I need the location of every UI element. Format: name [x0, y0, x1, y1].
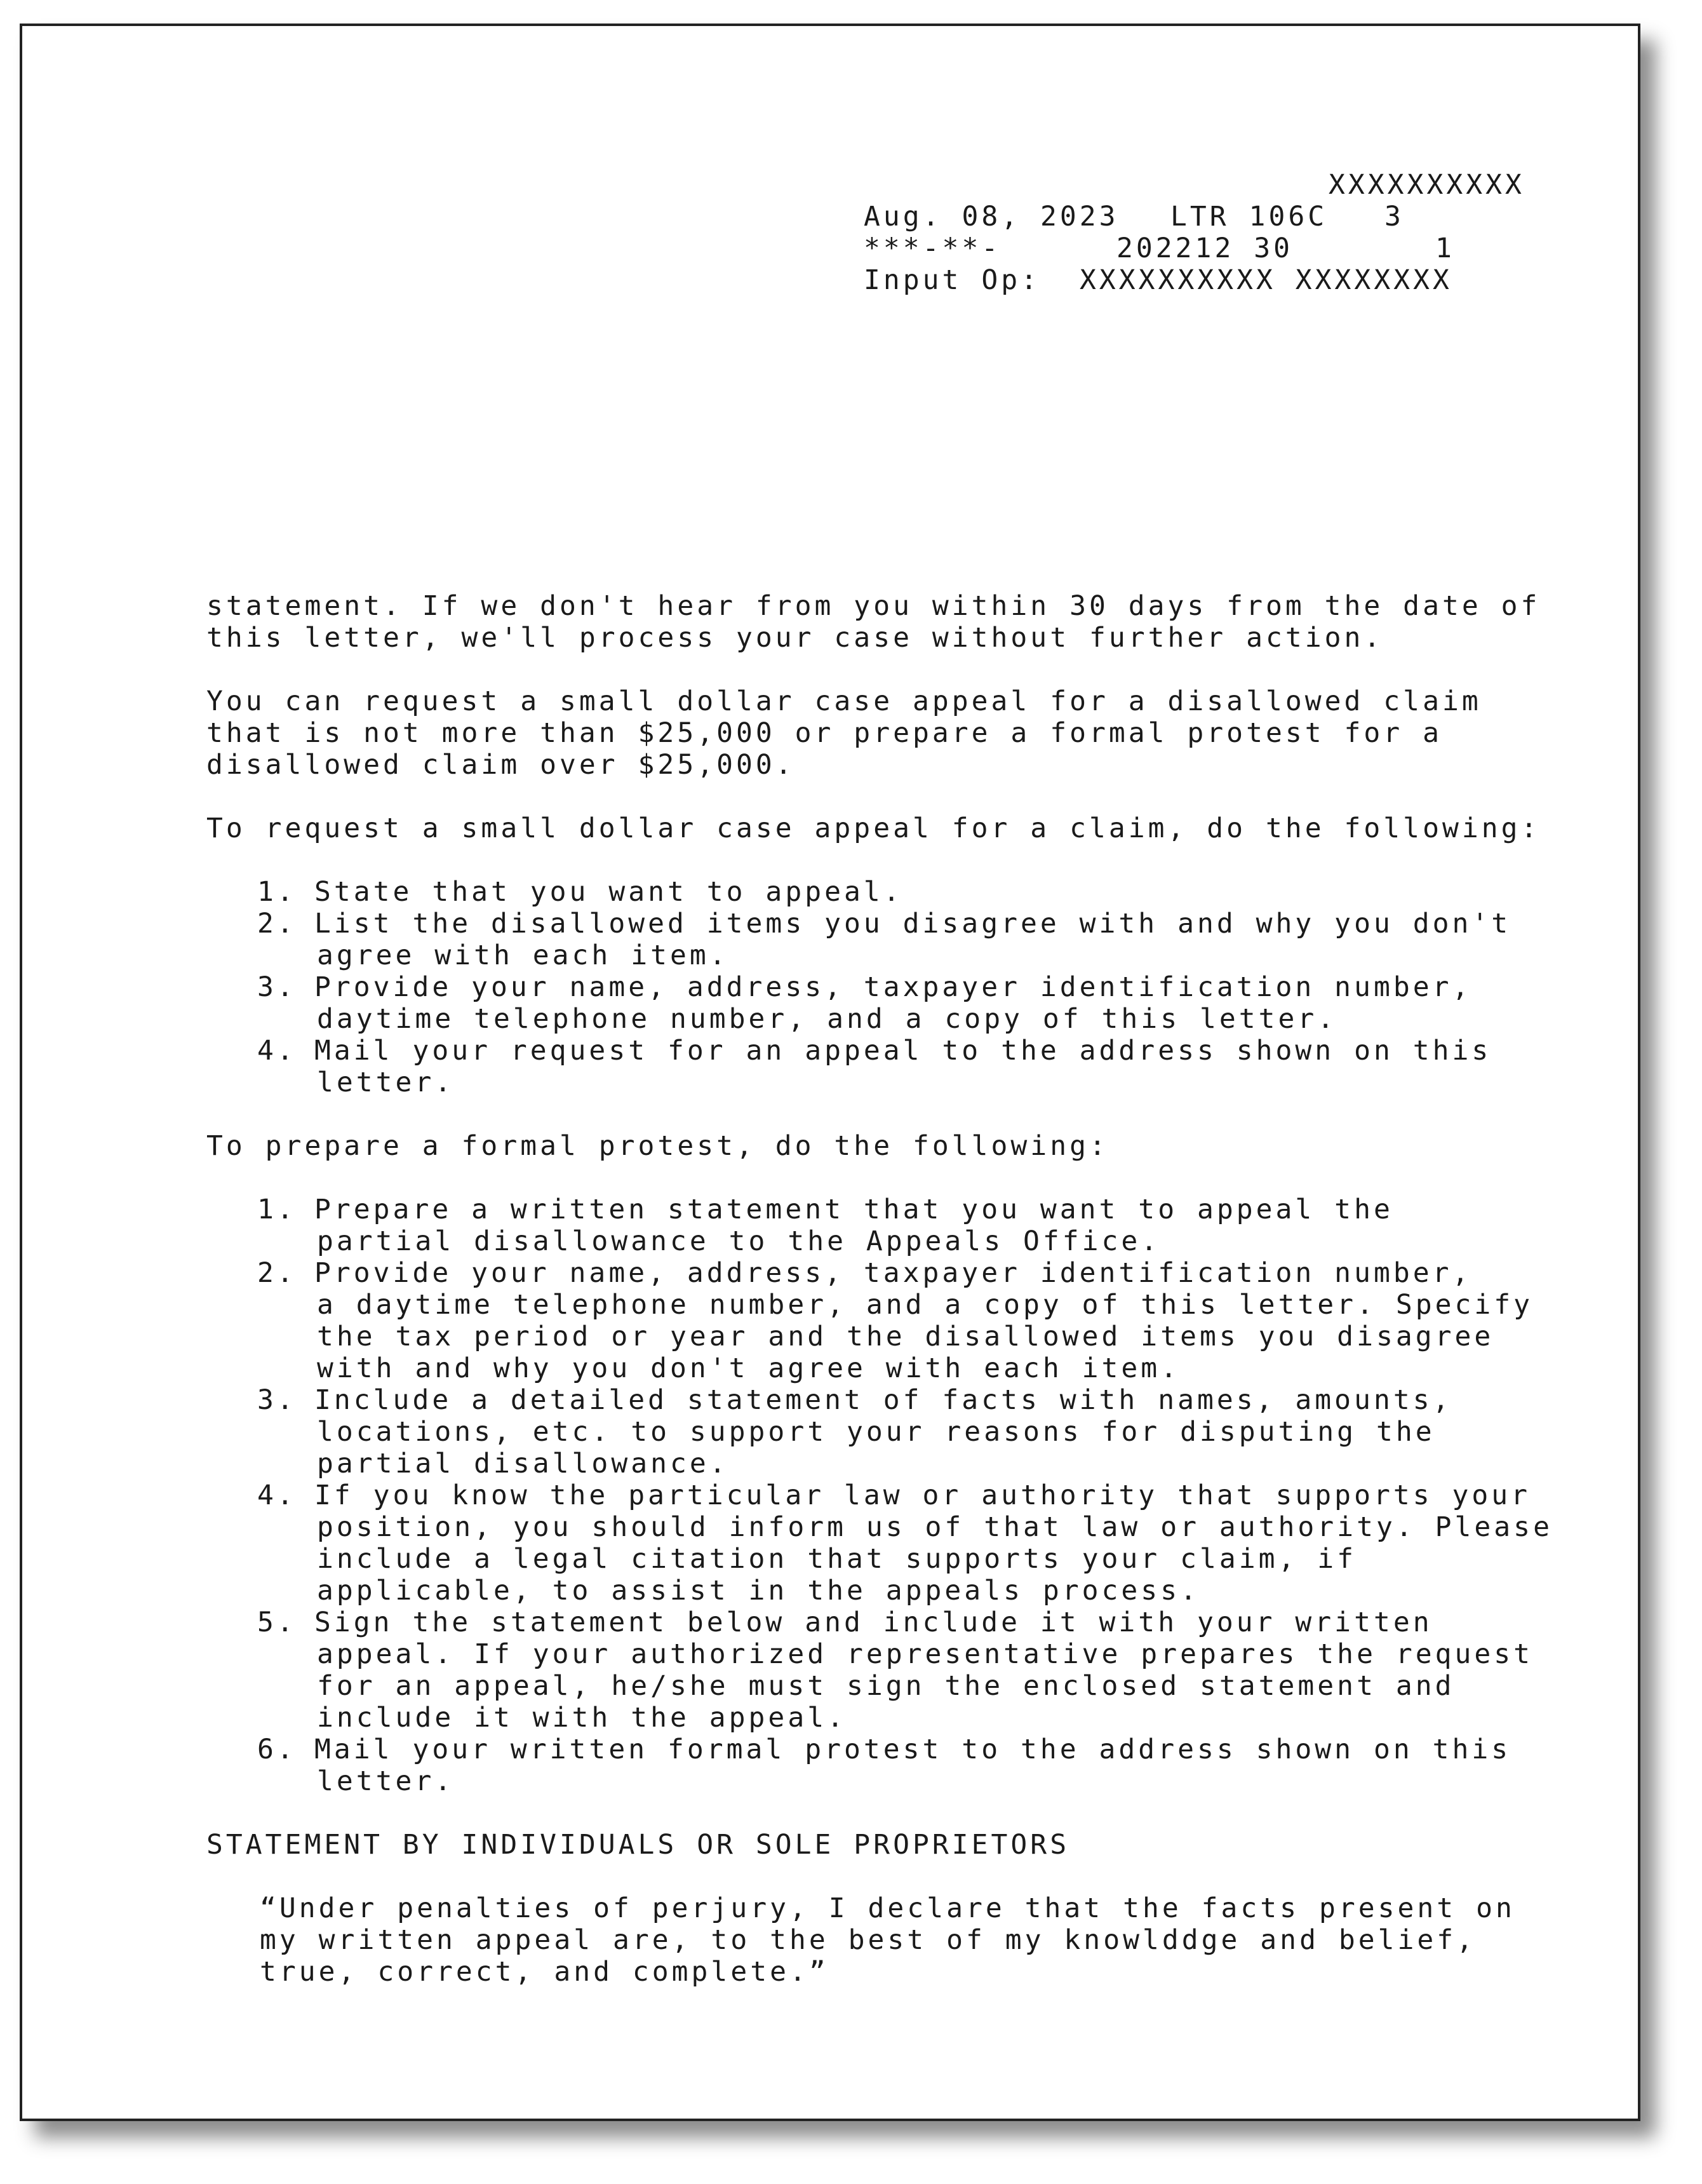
header-input-op-label: Input Op: [864, 264, 1040, 296]
formal-step [257, 1384, 1452, 1416]
letter-page [20, 24, 1640, 2121]
header-date: Aug. 08, 2023 [864, 201, 1119, 233]
step-text-continued: locations, etc. to support your reasons for disputing the [317, 1416, 1435, 1448]
step-number: 3. [257, 1384, 297, 1416]
step-text-continued: letter. [317, 1765, 455, 1797]
header-id-masked: XXXXXXXXXX [1329, 169, 1525, 201]
formal-step [257, 1734, 1511, 1765]
small-case-step [257, 971, 1471, 1003]
intro-line: statement. If we don't hear from you within 30 days from the date of [206, 590, 1541, 622]
header-tax-period: 202212 30 [1116, 233, 1293, 264]
step-number: 3. [257, 971, 297, 1003]
step-number: 1. [257, 1194, 297, 1225]
step-text-continued: appeal. If your authorized representative prepares the request [317, 1638, 1534, 1670]
step-text-continued: include a legal citation that supports your claim, if [317, 1543, 1357, 1575]
step-number: 5. [257, 1607, 297, 1638]
step-text-continued: include it with the appeal. [317, 1702, 847, 1734]
step-text-continued: a daytime telephone number, and a copy of this letter. Specify [317, 1289, 1534, 1321]
step-text: State that you want to appeal. [314, 876, 903, 908]
step-text: Provide your name, address, taxpayer identification number, [314, 1257, 1472, 1289]
intro-line: this letter, we'll process your case without further action. [206, 622, 1384, 654]
small-case-step [257, 908, 1511, 940]
step-number: 6. [257, 1734, 297, 1765]
step-text-continued: daytime telephone number, and a copy of this letter. [317, 1003, 1337, 1035]
header-letter-number: 3 [1384, 201, 1404, 233]
step-text-continued: position, you should inform us of that law or authority. Please [317, 1511, 1553, 1543]
step-text: If you know the particular law or authority that supports your [314, 1480, 1531, 1511]
paragraph-line: that is not more than $25,000 or prepare a formal protest for a [206, 717, 1442, 749]
formal-step [257, 1194, 1393, 1225]
step-number: 2. [257, 908, 297, 940]
step-text: Provide your name, address, taxpayer identification number, [314, 971, 1472, 1003]
step-text-continued: letter. [317, 1067, 455, 1098]
step-text-continued: partial disallowance to the Appeals Office. [317, 1225, 1161, 1257]
step-text-continued: agree with each item. [317, 940, 729, 971]
step-text: List the disallowed items you disagree with and why you don't [314, 908, 1511, 940]
step-text: Prepare a written statement that you want to appeal the [314, 1194, 1393, 1225]
step-text: Mail your request for an appeal to the address shown on this [314, 1035, 1492, 1067]
paragraph-line: disallowed claim over $25,000. [206, 749, 795, 781]
step-text-continued: for an appeal, he/she must sign the enclosed statement and [317, 1670, 1455, 1702]
step-number: 2. [257, 1257, 297, 1289]
step-number: 4. [257, 1035, 297, 1067]
step-number: 1. [257, 876, 297, 908]
step-text: Sign the statement below and include it with your written [314, 1607, 1433, 1638]
step-text-continued: the tax period or year and the disallowed items you disagree [317, 1321, 1494, 1352]
paragraph-line: You can request a small dollar case appeal for a disallowed claim [206, 685, 1482, 717]
formal-step [257, 1257, 1471, 1289]
header-page-number: 1 [1435, 233, 1455, 264]
small-case-step [257, 876, 903, 908]
statement-quote-line: “Under penalties of perjury, I declare that the facts present on [260, 1892, 1515, 1924]
statement-quote-line: true, correct, and complete.” [260, 1956, 829, 1988]
formal-step [257, 1607, 1433, 1638]
step-text-continued: applicable, to assist in the appeals process. [317, 1575, 1200, 1607]
step-text-continued: with and why you don't agree with each item. [317, 1352, 1181, 1384]
formal-step [257, 1480, 1531, 1511]
step-number: 4. [257, 1480, 297, 1511]
statement-heading: STATEMENT BY INDIVIDUALS OR SOLE PROPRIETORS [206, 1829, 1070, 1861]
header-input-op-value: XXXXXXXXXX XXXXXXXX [1080, 264, 1452, 296]
step-text: Include a detailed statement of facts with names, amounts, [314, 1384, 1452, 1416]
header-letter-code: LTR 106C [1170, 201, 1328, 233]
step-text: Mail your written formal protest to the address shown on this [314, 1734, 1511, 1765]
step-text-continued: partial disallowance. [317, 1448, 729, 1480]
statement-quote-line: my written appeal are, to the best of my knowlddge and belief, [260, 1924, 1477, 1956]
header-ssn-masked: ***-**- [864, 233, 1002, 264]
formal-heading: To prepare a formal protest, do the following: [206, 1130, 1109, 1162]
small-case-heading: To request a small dollar case appeal for a claim, do the following: [206, 812, 1541, 844]
small-case-step [257, 1035, 1491, 1067]
